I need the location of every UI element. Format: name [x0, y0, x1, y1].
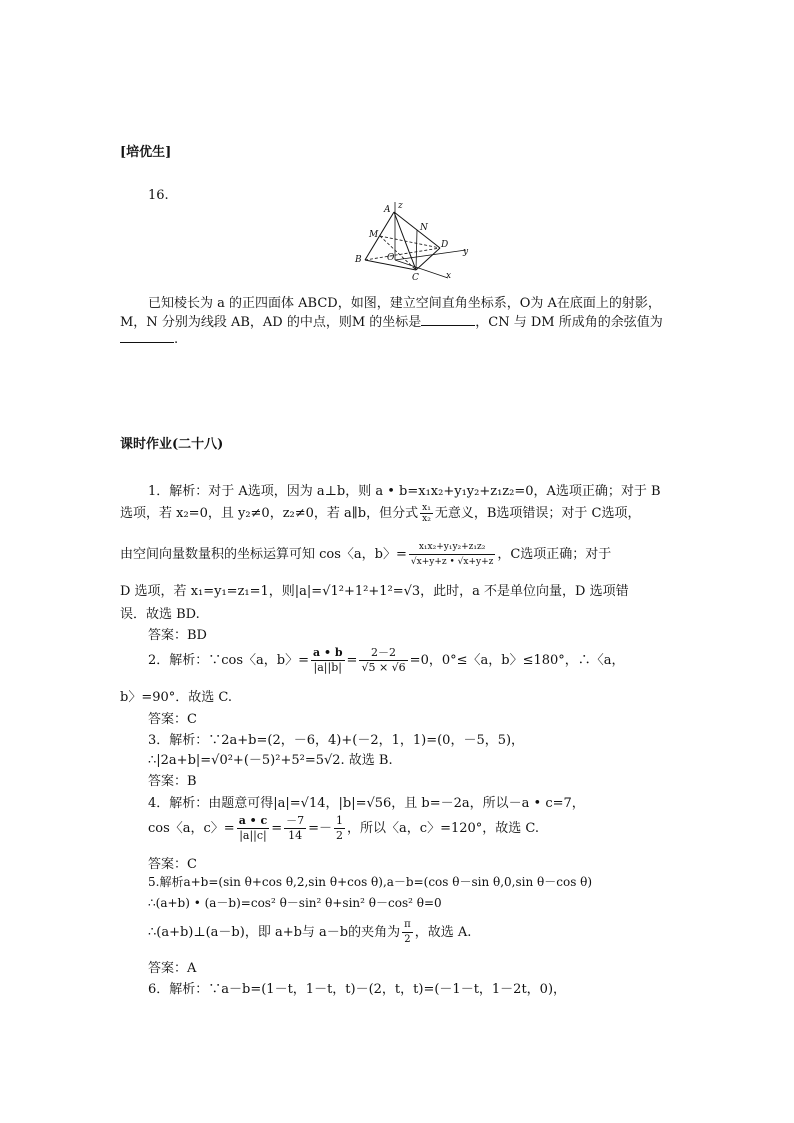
answer3-answer: 答案：B	[148, 774, 197, 789]
fraction	[311, 646, 345, 675]
answer2-line1	[148, 646, 625, 675]
answer2-line2: b〉=90°．故选 C.	[120, 690, 233, 705]
label-C: C	[412, 273, 419, 280]
problem16-line2-b: ，CN 与 DM 所成角的余弦值为	[475, 315, 663, 330]
fraction	[237, 814, 270, 843]
fraction-denominator: |a||b|	[313, 661, 342, 674]
fraction-numerator: x₁	[422, 503, 431, 513]
problem-number: 16.	[148, 188, 169, 203]
label-y: y	[463, 247, 469, 257]
answer-blank	[421, 313, 475, 326]
answer5-line3	[148, 918, 471, 947]
fraction-denominator: 2	[336, 829, 344, 842]
fraction-numerator: a • b	[313, 646, 343, 659]
answer6-line1: 6．解析：∵a－b=(1－t，1－t，t)－(2，t，t)=(－1－t，1－2t，0)，	[148, 982, 567, 997]
fraction-numerator: π	[402, 918, 413, 933]
label-B: B	[355, 255, 362, 265]
fraction-numerator: a • c	[238, 814, 268, 827]
answer1-line3	[120, 540, 611, 569]
problem16-text-line3	[120, 330, 178, 347]
answer4-line2: cos〈a，c〉= $\frac{a • c}{|a||c|}$ = $\frac{-7}{14}$ =－ $\frac{1}{2}$ ，所以〈a，c〉=120°，故选 C.	[148, 814, 540, 842]
problem16-text-line2	[120, 311, 663, 330]
answer-blank	[120, 330, 174, 343]
answer4-line2-a: cos〈a，c〉=	[148, 821, 235, 836]
fraction-denominator: 14	[288, 829, 303, 842]
answer5-line1: 5.解析a+b=(sin θ+cos θ,2,sin θ+cos θ),a－b=(cos θ－sin θ,0,sin θ－cos θ)	[148, 875, 593, 889]
fraction-denominator: √5 × √6	[361, 661, 406, 674]
label-N: N	[420, 223, 428, 233]
answer5-line2: ∴(a+b) • (a－b)=cos² θ－sin² θ+sin² θ－cos² θ=0	[148, 896, 442, 910]
answer1-line3-a: 由空间向量数量积的坐标运算可知 cos〈a，b〉=	[120, 547, 407, 562]
fraction-denominator: √x+y+z • √x+y+z	[410, 557, 494, 567]
answer1-line3-b: ，C选项正确；对于	[497, 547, 612, 562]
problem16-line2-a: M，N 分别为线段 AB，AD 的中点，则M 的坐标是	[120, 315, 422, 330]
equals-sign: =	[346, 653, 358, 668]
fraction	[359, 646, 407, 675]
answer1-line2-a: 选项，若 x₂=0，且 y₂≠0，z₂≠0，若 a∥b，但分式	[120, 506, 419, 521]
answer4-line2-b: ，所以〈a，c〉=120°，故选 C.	[347, 821, 540, 836]
fraction	[402, 918, 413, 947]
fraction-denominator: 2	[404, 934, 411, 945]
answer1-line5: 误．故选 BD.	[120, 607, 200, 622]
problem16-line3-end: .	[174, 332, 179, 347]
fraction	[284, 814, 306, 843]
fraction-numerator: 1	[336, 814, 344, 827]
answer4-line1: 4．解析：由题意可得|a|=√14，|b|=√56，且 b=－2a，所以－a • c=7，	[148, 796, 585, 811]
answer1-line4: D 选项，若 x₁=y₁=z₁=1，则|a|=√1²+1²+1²=√3，此时，a 不是单位向量，D 选项错	[120, 584, 629, 599]
answer4-answer: 答案：C	[148, 857, 197, 872]
fraction-numerator: －7	[286, 814, 305, 827]
fraction-numerator: 2－2	[359, 646, 407, 661]
fraction-denominator: x₂	[422, 514, 431, 524]
problem16-text-line1: 已知棱长为 a 的正四面体 ABCD，如图，建立空间直角坐标系，O为 A在底面上的射影，	[148, 296, 661, 311]
fraction-denominator: |a||c|	[239, 829, 267, 842]
answer1-answer: 答案：BD	[148, 628, 207, 643]
answer2-answer: 答案：C	[148, 712, 197, 727]
homework-title: 课时作业(二十八)	[120, 437, 224, 452]
answer2-line1-a: 2．解析：∵cos〈a，b〉=	[148, 653, 310, 668]
label-D: D	[441, 240, 449, 250]
answer5-line3-b: ，故选 A.	[414, 925, 472, 940]
answer1-line1: 1．解析：对于 A选项，因为 a⊥b，则 a • b=x₁x₂+y₁y₂+z₁z₂=0，A选项正确；对于 B	[148, 484, 661, 499]
fraction	[420, 503, 433, 524]
answer1-line2	[120, 502, 640, 524]
fraction	[334, 814, 345, 843]
answer5-answer: 答案：A	[148, 961, 197, 976]
fraction	[409, 540, 495, 569]
label-x: x	[446, 271, 452, 280]
label-z: z	[398, 201, 403, 211]
fraction-numerator: x₁x₂+y₁y₂+z₁z₂	[409, 540, 495, 555]
section-heading: [培优生]	[120, 145, 172, 160]
label-A: A	[384, 205, 391, 215]
label-O: O	[387, 253, 395, 263]
answer2-line1-b: =0，0°≤〈a，b〉≤180°，∴〈a，	[409, 653, 625, 668]
tetrahedron-figure	[350, 198, 480, 280]
label-M: M	[369, 230, 379, 240]
answer3-line1: 3．解析：∵2a+b=(2，－6，4)+(－2，1，1)=(0，－5，5)，	[148, 733, 525, 748]
answer3-line2: ∴|2a+b|=√0²+(－5)²+5²=5√2. 故选 B.	[148, 753, 393, 768]
answer1-line2-b: 无意义，B选项错误；对于 C选项，	[434, 506, 641, 521]
answer5-line3-a: ∴(a+b)⊥(a－b)，即 a+b与 a－b的夹角为	[148, 925, 401, 940]
